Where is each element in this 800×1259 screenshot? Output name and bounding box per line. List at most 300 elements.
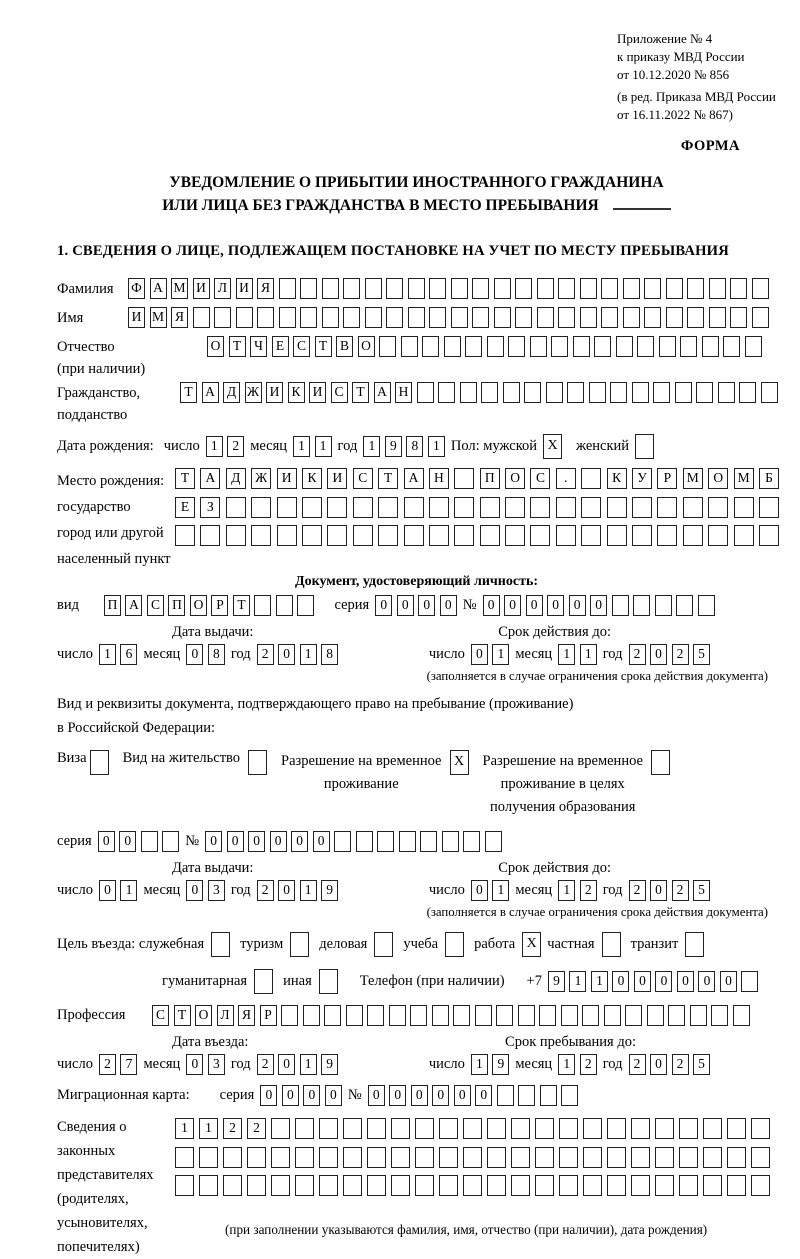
form-cell[interactable]	[319, 1147, 338, 1168]
form-cell[interactable]	[367, 1175, 386, 1196]
res-series-field[interactable]	[98, 831, 180, 852]
doc-valid-year-field[interactable]	[629, 644, 711, 665]
form-cell[interactable]	[739, 382, 756, 403]
form-cell[interactable]	[632, 382, 649, 403]
form-cell[interactable]	[271, 1118, 290, 1139]
form-cell[interactable]	[559, 1118, 578, 1139]
form-cell[interactable]	[391, 1118, 410, 1139]
form-cell[interactable]	[633, 595, 650, 616]
purpose-transit-checkbox[interactable]	[685, 932, 704, 957]
birth-day-field[interactable]	[206, 436, 245, 457]
res-valid-day-field[interactable]	[471, 880, 510, 901]
doc-type-field[interactable]	[104, 595, 315, 616]
form-cell[interactable]: И	[193, 278, 210, 299]
form-cell[interactable]: Т	[233, 595, 250, 616]
stay-month-field[interactable]	[558, 1054, 597, 1075]
form-cell[interactable]: Я	[257, 278, 274, 299]
form-cell[interactable]: Ж	[251, 468, 271, 489]
form-cell[interactable]	[481, 382, 498, 403]
form-cell[interactable]: 2	[580, 880, 597, 901]
form-cell[interactable]	[295, 1175, 314, 1196]
form-cell[interactable]: П	[480, 468, 500, 489]
form-cell[interactable]: 1	[580, 644, 597, 665]
form-cell[interactable]	[625, 1005, 642, 1026]
form-cell[interactable]	[300, 307, 317, 328]
form-cell[interactable]: 1	[569, 971, 586, 992]
form-cell[interactable]	[367, 1005, 384, 1026]
form-cell[interactable]	[582, 1005, 599, 1026]
form-cell[interactable]: 0	[98, 831, 115, 852]
form-cell[interactable]	[666, 278, 683, 299]
form-cell[interactable]	[644, 307, 661, 328]
form-cell[interactable]	[647, 1005, 664, 1026]
form-cell[interactable]: 2	[672, 880, 689, 901]
temp-residence-checkbox[interactable]	[450, 750, 469, 775]
form-cell[interactable]	[429, 278, 446, 299]
phone-field[interactable]	[548, 971, 759, 992]
form-cell[interactable]	[505, 497, 525, 518]
guardians-row1[interactable]	[175, 1118, 770, 1139]
form-cell[interactable]	[295, 1147, 314, 1168]
form-cell[interactable]	[752, 278, 769, 299]
form-cell[interactable]	[632, 525, 652, 546]
form-cell[interactable]	[295, 1118, 314, 1139]
form-cell[interactable]	[690, 1005, 707, 1026]
form-cell[interactable]	[683, 525, 703, 546]
form-cell[interactable]	[727, 1147, 746, 1168]
form-cell[interactable]	[415, 1118, 434, 1139]
form-cell[interactable]: 0	[227, 831, 244, 852]
form-cell[interactable]	[583, 1175, 602, 1196]
form-cell[interactable]	[556, 497, 576, 518]
form-cell[interactable]	[727, 1175, 746, 1196]
form-cell[interactable]	[612, 595, 629, 616]
form-cell[interactable]	[709, 278, 726, 299]
form-cell[interactable]: 0	[475, 1085, 492, 1106]
form-cell[interactable]	[319, 1175, 338, 1196]
form-cell[interactable]: 0	[432, 1085, 449, 1106]
form-cell[interactable]	[651, 750, 670, 775]
form-cell[interactable]	[399, 831, 416, 852]
form-cell[interactable]: Т	[174, 1005, 191, 1026]
form-cell[interactable]: 0	[526, 595, 543, 616]
form-cell[interactable]	[404, 497, 424, 518]
form-cell[interactable]: 0	[186, 1054, 203, 1075]
citizenship-field[interactable]	[180, 382, 778, 403]
form-cell[interactable]: О	[207, 336, 224, 357]
form-cell[interactable]	[535, 1147, 554, 1168]
form-cell[interactable]	[741, 971, 758, 992]
form-cell[interactable]	[199, 1147, 218, 1168]
form-cell[interactable]: Е	[272, 336, 289, 357]
form-cell[interactable]	[485, 831, 502, 852]
form-cell[interactable]	[378, 497, 398, 518]
form-cell[interactable]	[696, 382, 713, 403]
form-cell[interactable]	[604, 1005, 621, 1026]
form-cell[interactable]: И	[128, 307, 145, 328]
res-valid-month-field[interactable]	[558, 880, 597, 901]
form-cell[interactable]	[226, 497, 246, 518]
form-cell[interactable]: 0	[677, 971, 694, 992]
form-cell[interactable]	[175, 1147, 194, 1168]
form-cell[interactable]: И	[277, 468, 297, 489]
form-cell[interactable]: 2	[99, 1054, 116, 1075]
form-cell[interactable]	[401, 336, 418, 357]
form-cell[interactable]: 1	[120, 880, 137, 901]
form-cell[interactable]: В	[336, 336, 353, 357]
form-cell[interactable]	[248, 750, 267, 775]
form-cell[interactable]	[327, 497, 347, 518]
form-cell[interactable]: 0	[186, 880, 203, 901]
doc-issue-day-field[interactable]	[99, 644, 138, 665]
form-cell[interactable]	[374, 932, 393, 957]
form-cell[interactable]: 0	[248, 831, 265, 852]
form-cell[interactable]	[659, 336, 676, 357]
form-cell[interactable]: 1	[315, 436, 332, 457]
form-cell[interactable]	[601, 307, 618, 328]
form-cell[interactable]: 0	[411, 1085, 428, 1106]
form-cell[interactable]	[540, 1085, 557, 1106]
form-cell[interactable]	[535, 1175, 554, 1196]
guardians-row3[interactable]	[175, 1175, 770, 1196]
form-cell[interactable]: А	[404, 468, 424, 489]
form-cell[interactable]: 8	[321, 644, 338, 665]
form-cell[interactable]	[675, 382, 692, 403]
form-cell[interactable]: 1	[492, 880, 509, 901]
form-cell[interactable]: Д	[226, 468, 246, 489]
form-cell[interactable]	[343, 307, 360, 328]
form-cell[interactable]	[761, 382, 778, 403]
form-cell[interactable]	[193, 307, 210, 328]
form-cell[interactable]	[494, 278, 511, 299]
form-cell[interactable]	[353, 525, 373, 546]
doc-valid-month-field[interactable]	[558, 644, 597, 665]
form-cell[interactable]: X	[522, 932, 541, 957]
form-cell[interactable]	[602, 932, 621, 957]
form-cell[interactable]	[377, 831, 394, 852]
entry-year-field[interactable]	[257, 1054, 339, 1075]
form-cell[interactable]	[751, 1175, 770, 1196]
form-cell[interactable]: Я	[171, 307, 188, 328]
form-cell[interactable]	[535, 1118, 554, 1139]
form-cell[interactable]	[573, 336, 590, 357]
form-cell[interactable]	[683, 497, 703, 518]
form-cell[interactable]: 1	[175, 1118, 194, 1139]
form-cell[interactable]	[494, 307, 511, 328]
form-cell[interactable]	[679, 1147, 698, 1168]
form-cell[interactable]: С	[293, 336, 310, 357]
form-cell[interactable]: Т	[378, 468, 398, 489]
form-cell[interactable]	[745, 336, 762, 357]
form-cell[interactable]: Ч	[250, 336, 267, 357]
form-cell[interactable]	[271, 1175, 290, 1196]
form-cell[interactable]	[429, 497, 449, 518]
form-cell[interactable]: К	[607, 468, 627, 489]
form-cell[interactable]	[580, 307, 597, 328]
form-cell[interactable]	[410, 1005, 427, 1026]
form-cell[interactable]	[515, 307, 532, 328]
form-cell[interactable]	[680, 336, 697, 357]
purpose-work-checkbox[interactable]	[522, 932, 541, 957]
form-cell[interactable]	[631, 1118, 650, 1139]
res-issue-year-field[interactable]	[257, 880, 339, 901]
form-cell[interactable]: О	[358, 336, 375, 357]
form-cell[interactable]: 9	[321, 1054, 338, 1075]
form-cell[interactable]: 1	[206, 436, 223, 457]
birthplace-row2[interactable]	[175, 497, 779, 518]
form-cell[interactable]	[175, 1175, 194, 1196]
form-cell[interactable]: 0	[368, 1085, 385, 1106]
doc-issue-year-field[interactable]	[257, 644, 339, 665]
form-cell[interactable]: М	[171, 278, 188, 299]
form-cell[interactable]	[327, 525, 347, 546]
form-cell[interactable]	[487, 1175, 506, 1196]
form-cell[interactable]: П	[168, 595, 185, 616]
form-cell[interactable]	[518, 1085, 535, 1106]
form-cell[interactable]: 2	[257, 1054, 274, 1075]
form-cell[interactable]: И	[266, 382, 283, 403]
form-cell[interactable]	[503, 382, 520, 403]
form-cell[interactable]	[454, 525, 474, 546]
form-cell[interactable]: Я	[238, 1005, 255, 1026]
form-cell[interactable]	[687, 278, 704, 299]
form-cell[interactable]: 7	[120, 1054, 137, 1075]
form-cell[interactable]	[607, 1118, 626, 1139]
form-cell[interactable]: 0	[650, 880, 667, 901]
form-cell[interactable]: М	[683, 468, 703, 489]
form-cell[interactable]: С	[353, 468, 373, 489]
form-cell[interactable]	[277, 497, 297, 518]
form-cell[interactable]	[276, 595, 293, 616]
form-cell[interactable]: 0	[313, 831, 330, 852]
form-cell[interactable]	[631, 1147, 650, 1168]
form-cell[interactable]	[676, 595, 693, 616]
form-cell[interactable]	[415, 1147, 434, 1168]
form-cell[interactable]: 0	[590, 595, 607, 616]
form-cell[interactable]	[723, 336, 740, 357]
form-cell[interactable]	[279, 278, 296, 299]
form-cell[interactable]	[703, 1118, 722, 1139]
form-cell[interactable]: Т	[229, 336, 246, 357]
form-cell[interactable]	[698, 595, 715, 616]
entry-month-field[interactable]	[186, 1054, 225, 1075]
form-cell[interactable]: А	[374, 382, 391, 403]
birthplace-row1[interactable]	[175, 468, 779, 489]
form-cell[interactable]	[432, 1005, 449, 1026]
form-cell[interactable]	[378, 525, 398, 546]
form-cell[interactable]	[453, 1005, 470, 1026]
form-cell[interactable]: 8	[406, 436, 423, 457]
form-cell[interactable]	[530, 336, 547, 357]
form-cell[interactable]: 0	[99, 880, 116, 901]
form-cell[interactable]: А	[125, 595, 142, 616]
form-cell[interactable]	[417, 382, 434, 403]
form-cell[interactable]	[616, 336, 633, 357]
form-cell[interactable]	[496, 1005, 513, 1026]
stay-day-field[interactable]	[471, 1054, 510, 1075]
form-cell[interactable]	[730, 278, 747, 299]
form-cell[interactable]: 1	[558, 880, 575, 901]
form-cell[interactable]	[505, 525, 525, 546]
form-cell[interactable]: 0	[282, 1085, 299, 1106]
form-cell[interactable]	[472, 278, 489, 299]
form-cell[interactable]	[251, 497, 271, 518]
form-cell[interactable]	[530, 497, 550, 518]
form-cell[interactable]	[480, 525, 500, 546]
form-cell[interactable]: Р	[211, 595, 228, 616]
form-cell[interactable]: 0	[397, 595, 414, 616]
form-cell[interactable]	[302, 497, 322, 518]
form-cell[interactable]	[734, 525, 754, 546]
form-cell[interactable]	[558, 307, 575, 328]
form-cell[interactable]	[319, 969, 338, 994]
form-cell[interactable]: 2	[227, 436, 244, 457]
form-cell[interactable]	[281, 1005, 298, 1026]
form-cell[interactable]: 0	[655, 971, 672, 992]
form-cell[interactable]	[439, 1118, 458, 1139]
form-cell[interactable]	[601, 278, 618, 299]
form-cell[interactable]	[141, 831, 158, 852]
form-cell[interactable]	[567, 382, 584, 403]
form-cell[interactable]: 0	[612, 971, 629, 992]
form-cell[interactable]: 0	[119, 831, 136, 852]
edu-residence-checkbox[interactable]	[651, 750, 670, 775]
form-cell[interactable]	[472, 307, 489, 328]
doc-number-field[interactable]	[483, 595, 715, 616]
form-cell[interactable]: Д	[223, 382, 240, 403]
form-cell[interactable]	[346, 1005, 363, 1026]
form-cell[interactable]	[556, 525, 576, 546]
form-cell[interactable]: 5	[693, 644, 710, 665]
form-cell[interactable]: К	[302, 468, 322, 489]
form-cell[interactable]: 0	[634, 971, 651, 992]
purpose-tourism-checkbox[interactable]	[290, 932, 309, 957]
form-cell[interactable]	[583, 1147, 602, 1168]
form-cell[interactable]	[561, 1085, 578, 1106]
form-cell[interactable]	[257, 307, 274, 328]
form-cell[interactable]: Н	[395, 382, 412, 403]
form-cell[interactable]	[511, 1147, 530, 1168]
form-cell[interactable]: 1	[558, 644, 575, 665]
form-cell[interactable]	[475, 1005, 492, 1026]
form-cell[interactable]: 5	[693, 1054, 710, 1075]
form-cell[interactable]	[730, 307, 747, 328]
form-cell[interactable]: 2	[223, 1118, 242, 1139]
form-cell[interactable]	[751, 1118, 770, 1139]
res-issue-day-field[interactable]	[99, 880, 138, 901]
form-cell[interactable]	[322, 278, 339, 299]
form-cell[interactable]: X	[543, 434, 562, 459]
doc-series-field[interactable]	[375, 595, 457, 616]
surname-field[interactable]	[128, 278, 769, 299]
form-cell[interactable]	[226, 525, 246, 546]
form-cell[interactable]: Т	[315, 336, 332, 357]
form-cell[interactable]	[319, 1118, 338, 1139]
form-cell[interactable]: С	[147, 595, 164, 616]
form-cell[interactable]: X	[450, 750, 469, 775]
form-cell[interactable]	[607, 525, 627, 546]
form-cell[interactable]	[439, 1147, 458, 1168]
form-cell[interactable]	[653, 382, 670, 403]
form-cell[interactable]	[214, 307, 231, 328]
form-cell[interactable]	[607, 497, 627, 518]
form-cell[interactable]	[442, 831, 459, 852]
form-cell[interactable]: 0	[454, 1085, 471, 1106]
stay-year-field[interactable]	[629, 1054, 711, 1075]
form-cell[interactable]: 0	[547, 595, 564, 616]
form-cell[interactable]	[759, 525, 779, 546]
form-cell[interactable]: М	[734, 468, 754, 489]
form-cell[interactable]	[324, 1005, 341, 1026]
form-cell[interactable]: Р	[260, 1005, 277, 1026]
form-cell[interactable]	[211, 932, 230, 957]
form-cell[interactable]	[657, 497, 677, 518]
form-cell[interactable]	[343, 278, 360, 299]
form-cell[interactable]	[581, 497, 601, 518]
form-cell[interactable]	[733, 1005, 750, 1026]
form-cell[interactable]	[199, 1175, 218, 1196]
form-cell[interactable]	[408, 307, 425, 328]
form-cell[interactable]: 2	[629, 880, 646, 901]
patronymic-field[interactable]	[207, 336, 762, 357]
form-cell[interactable]: А	[202, 382, 219, 403]
form-cell[interactable]: 2	[629, 644, 646, 665]
form-cell[interactable]	[635, 434, 654, 459]
form-cell[interactable]	[297, 595, 314, 616]
res-issue-month-field[interactable]	[186, 880, 225, 901]
form-cell[interactable]	[709, 307, 726, 328]
form-cell[interactable]	[247, 1147, 266, 1168]
form-cell[interactable]: 1	[199, 1118, 218, 1139]
purpose-humanitarian-checkbox[interactable]	[254, 969, 273, 994]
form-cell[interactable]	[524, 382, 541, 403]
form-cell[interactable]	[303, 1005, 320, 1026]
form-cell[interactable]: М	[150, 307, 167, 328]
form-cell[interactable]	[415, 1175, 434, 1196]
form-cell[interactable]: 0	[205, 831, 222, 852]
form-cell[interactable]	[200, 525, 220, 546]
profession-field[interactable]	[152, 1005, 750, 1026]
form-cell[interactable]	[379, 336, 396, 357]
form-cell[interactable]: 2	[257, 880, 274, 901]
purpose-official-checkbox[interactable]	[211, 932, 230, 957]
form-cell[interactable]: 0	[291, 831, 308, 852]
res-number-field[interactable]	[205, 831, 502, 852]
form-cell[interactable]: 0	[471, 644, 488, 665]
form-cell[interactable]: 0	[471, 880, 488, 901]
form-cell[interactable]: 1	[293, 436, 310, 457]
form-cell[interactable]	[247, 1175, 266, 1196]
form-cell[interactable]	[610, 382, 627, 403]
form-cell[interactable]	[537, 307, 554, 328]
mig-number-field[interactable]	[368, 1085, 579, 1106]
form-cell[interactable]	[254, 969, 273, 994]
form-cell[interactable]	[445, 932, 464, 957]
form-cell[interactable]: Ф	[128, 278, 145, 299]
form-cell[interactable]: 2	[247, 1118, 266, 1139]
form-cell[interactable]: 0	[375, 595, 392, 616]
form-cell[interactable]	[465, 336, 482, 357]
form-cell[interactable]: О	[190, 595, 207, 616]
form-cell[interactable]: 1	[300, 644, 317, 665]
form-cell[interactable]	[300, 278, 317, 299]
form-cell[interactable]	[655, 595, 672, 616]
form-cell[interactable]	[561, 1005, 578, 1026]
form-cell[interactable]: У	[632, 468, 652, 489]
form-cell[interactable]	[703, 1147, 722, 1168]
form-cell[interactable]	[537, 278, 554, 299]
form-cell[interactable]: 0	[278, 880, 295, 901]
